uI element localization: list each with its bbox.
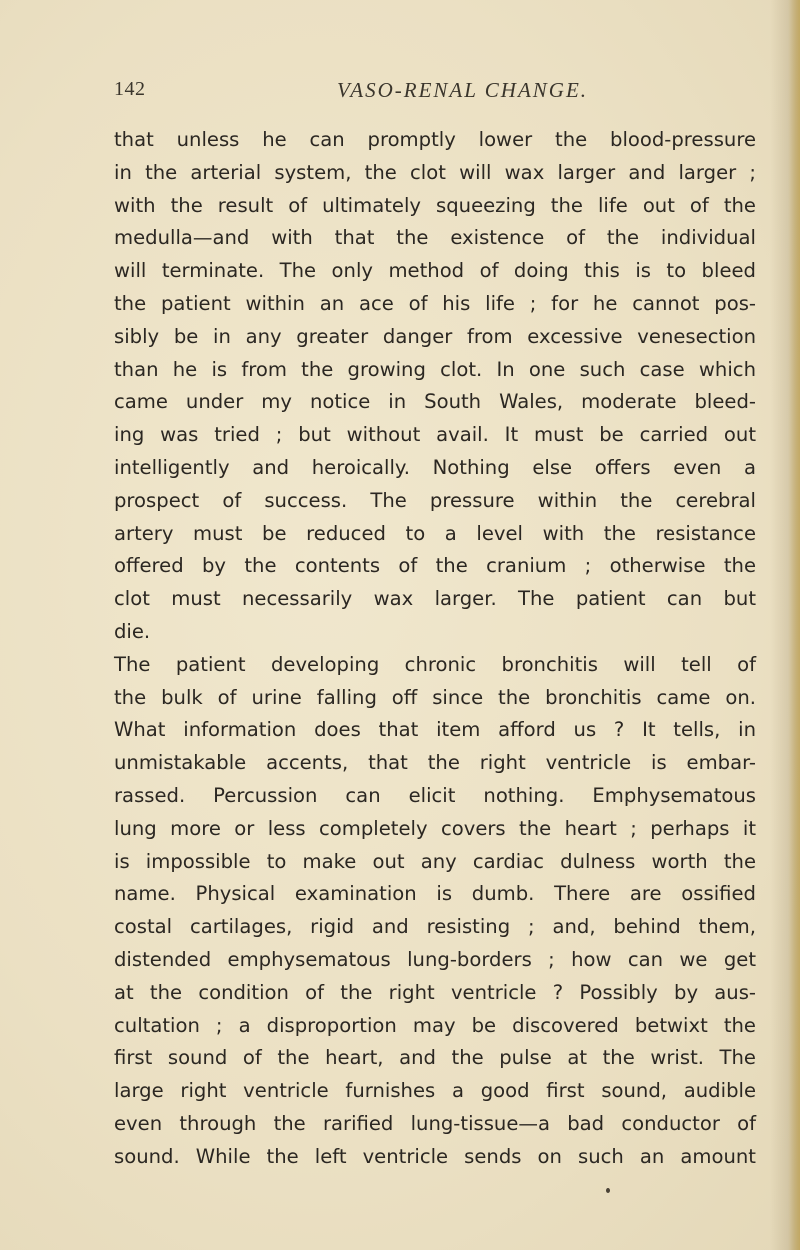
text-line: sibly be in any greater danger from excessive venesection [114, 324, 756, 348]
text-line: will terminate. The only method of doing this is to bleed [114, 259, 756, 283]
text-line: artery must be reduced to a level with the resistance [114, 521, 756, 545]
text-line: prospect of success. The pressure within the cerebral [114, 488, 756, 512]
text-line: name. Physical examination is dumb. There are ossified [114, 882, 756, 906]
text-line: the bulk of urine falling off since the bronchitis came on. [114, 685, 756, 709]
text-line: What information does that item afford us ? It tells, in [114, 718, 756, 742]
text-line: came under my notice in South Wales, moderate bleed- [114, 390, 756, 414]
text-line: sound. While the left ventricle sends on such an amount [114, 1144, 756, 1168]
text-line: in the arterial system, the clot will wax larger and larger ; [114, 160, 756, 184]
text-line: at the condition of the right ventricle ? Possibly by aus- [114, 980, 756, 1004]
page-number: 142 [114, 78, 146, 100]
page-header [114, 78, 754, 112]
text-line: even through the rarified lung-tissue—a bad conductor of [114, 1111, 756, 1135]
running-title: VASO-RENAL CHANGE. [337, 78, 589, 102]
text-line: the patient within an ace of his life ; for he cannot pos- [114, 291, 756, 315]
page-edge [788, 0, 800, 1250]
text-line: distended emphysematous lung-borders ; how can we get [114, 947, 756, 971]
text-line: costal cartilages, rigid and resisting ; and, behind them, [114, 915, 756, 939]
text-line: rassed. Percussion can elicit nothing. Emphysematous [114, 783, 756, 807]
text-line: is impossible to make out any cardiac dulness worth the [114, 849, 756, 873]
text-line: large right ventricle furnishes a good first sound, audible [114, 1079, 756, 1103]
text-line: unmistakable accents, that the right ventricle is embar- [114, 751, 756, 775]
text-line: that unless he can promptly lower the blood-pressure [114, 128, 756, 151]
body-text [114, 124, 756, 1174]
text-line: first sound of the heart, and the pulse at the wrist. The [114, 1046, 756, 1070]
text-line: intelligently and heroically. Nothing else offers even a [114, 455, 756, 479]
text-line: clot must necessarily wax larger. The patient can but [114, 587, 756, 611]
text-line: die. [114, 619, 151, 643]
text-line: ing was tried ; but without avail. It must be carried out [114, 423, 756, 447]
text-line: with the result of ultimately squeezing the life out of the [114, 193, 756, 217]
ink-speck [606, 1188, 610, 1193]
paragraph-start-line: The patient developing chronic bronchitis will tell of [114, 652, 756, 676]
text-line: medulla—and with that the existence of the individual [114, 226, 756, 250]
text-line: than he is from the growing clot. In one such case which [114, 357, 756, 381]
text-line: offered by the contents of the cranium ; otherwise the [114, 554, 756, 578]
text-line: cultation ; a disproportion may be discovered betwixt the [114, 1013, 756, 1037]
text-line: lung more or less completely covers the heart ; perhaps it [114, 816, 756, 840]
